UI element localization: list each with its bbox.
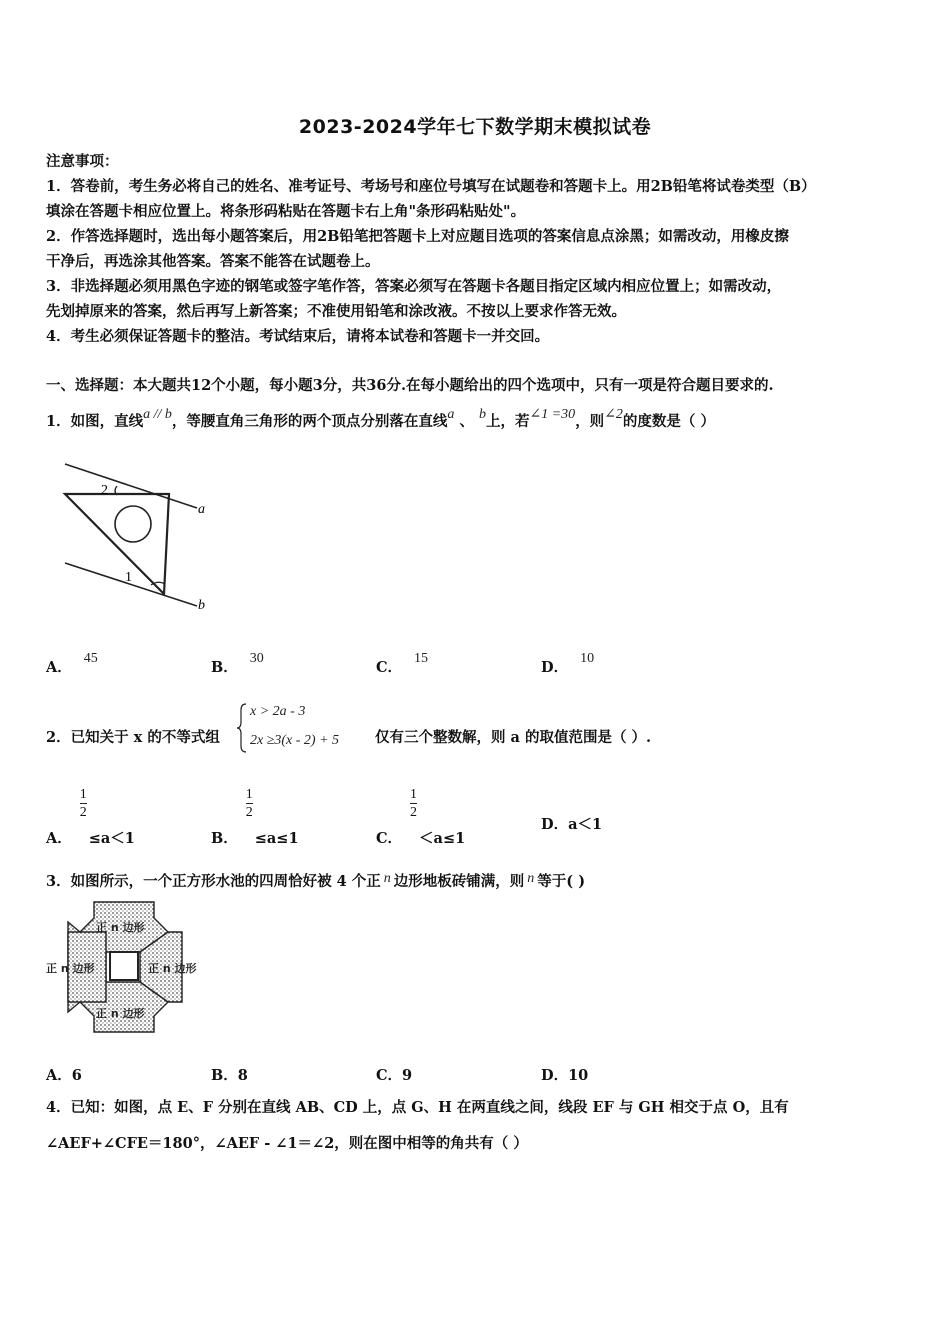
- question-4-line-1: 4．已知：如图，点 E、F 分别在直线 AB、CD 上，点 G、H 在两直线之间，线段 EF 与 GH 相交于点 O，且有: [46, 1099, 789, 1116]
- q3-option-d: D．10: [541, 1067, 589, 1084]
- notice-line: 干净后，再选涂其他答案。答案不能答在试题卷上。: [46, 253, 380, 270]
- fraction-half: $\frac{1}{2}$: [79, 787, 87, 820]
- question-2-prefix: 2．已知关于 x 的不等式组: [46, 729, 220, 746]
- q3-option-b: B．8: [211, 1067, 248, 1084]
- q2-option-d: D．a＜1: [541, 816, 603, 833]
- label-top-tile: 正 n 边形: [96, 921, 145, 934]
- q1-option-d: D．10: [541, 651, 595, 676]
- right-triangle: [65, 494, 169, 594]
- label-bottom-tile: 正 n 边形: [96, 1007, 145, 1020]
- q1-option-b: B．30: [211, 651, 264, 676]
- inequality-2: 2x ≥3(x - 2) + 5: [250, 733, 340, 748]
- question-3-text: 3．如图所示，一个正方形水池的四周恰好被 4 个正 n 边形地板砖铺满，则 n 等于( ): [46, 871, 586, 890]
- label-line-a: a: [198, 502, 205, 517]
- fraction-half: $\frac{1}{2}$: [245, 787, 253, 820]
- figure-3-pool-tiles: [44, 900, 214, 1034]
- notice-line: 先划掉原来的答案，然后再写上新答案；不准使用铅笔和涂改液。不按以上要求作答无效。: [46, 303, 626, 320]
- label-left-tile: 正 n 边形: [46, 962, 95, 975]
- notice-line: 2．作答选择题时，选出每小题答案后，用2B铅笔把答题卡上对应题目选项的答案信息点涂黑；如需改动，用橡皮擦: [46, 228, 789, 245]
- notice-line: 4．考生必须保证答题卡的整洁。考试结束后，请将本试卷和答题卡一并交回。: [46, 328, 550, 345]
- page-title: 2023-2024学年七下数学期末模拟试卷: [298, 116, 652, 138]
- label-right-tile: 正 n 边形: [148, 962, 197, 975]
- label-angle-1: 1: [125, 570, 132, 585]
- q3-option-c: C．9: [376, 1067, 413, 1084]
- q2-option-a: A． $\frac{1}{2}$ ≤a＜1: [46, 787, 135, 847]
- q1-option-c: C．15: [376, 651, 429, 676]
- question-1-text: 1．如图，直线a // b，等腰直角三角形的两个顶点分别落在直线a 、 b上，若∠1 =30，则∠2的度数是（ ）: [46, 407, 715, 430]
- section-heading: 一、选择题：本大题共12个小题，每小题3分，共36分.在每小题给出的四个选项中，只有一项是符合题目要求的.: [46, 377, 774, 394]
- q1-math-parallel: a // b: [143, 407, 172, 422]
- notice-line: 3．非选择题必须用黑色字迹的钢笔或签字笔作答，答案必须写在答题卡各题目指定区域内相应位置上；如需改动，: [46, 278, 782, 295]
- label-angle-2: 2: [101, 483, 108, 498]
- notice-heading: 注意事项：: [46, 153, 119, 170]
- question-2-suffix: 仅有三个整数解，则 a 的取值范围是（ ）.: [375, 729, 652, 746]
- square-pool: [110, 952, 138, 980]
- system-brace: [236, 702, 248, 754]
- q1-option-a: A．45: [46, 651, 98, 676]
- figure-1-triangle: [55, 458, 220, 618]
- question-4-line-2: ∠AEF+∠CFE＝180°，∠AEF - ∠1＝∠2，则在图中相等的角共有（ ）: [46, 1135, 528, 1152]
- notice-line: 1．答卷前，考生务必将自己的姓名、准考证号、考场号和座位号填写在试题卷和答题卡上。用2B铅笔将试卷类型（B）: [46, 178, 816, 195]
- notice-line: 填涂在答题卡相应位置上。将条形码粘贴在答题卡右上角"条形码粘贴处"。: [46, 203, 526, 220]
- triangle-hole: [115, 506, 151, 542]
- inequality-1: x > 2a - 3: [250, 704, 306, 719]
- q2-option-b: B． $\frac{1}{2}$ ≤a≤1: [211, 787, 299, 847]
- label-line-b: b: [198, 598, 205, 613]
- q2-option-c: C． $\frac{1}{2}$ ＜a≤1: [376, 787, 466, 847]
- line-a: [65, 464, 197, 508]
- q3-option-a: A．6: [46, 1067, 82, 1084]
- fraction-half: $\frac{1}{2}$: [410, 787, 418, 820]
